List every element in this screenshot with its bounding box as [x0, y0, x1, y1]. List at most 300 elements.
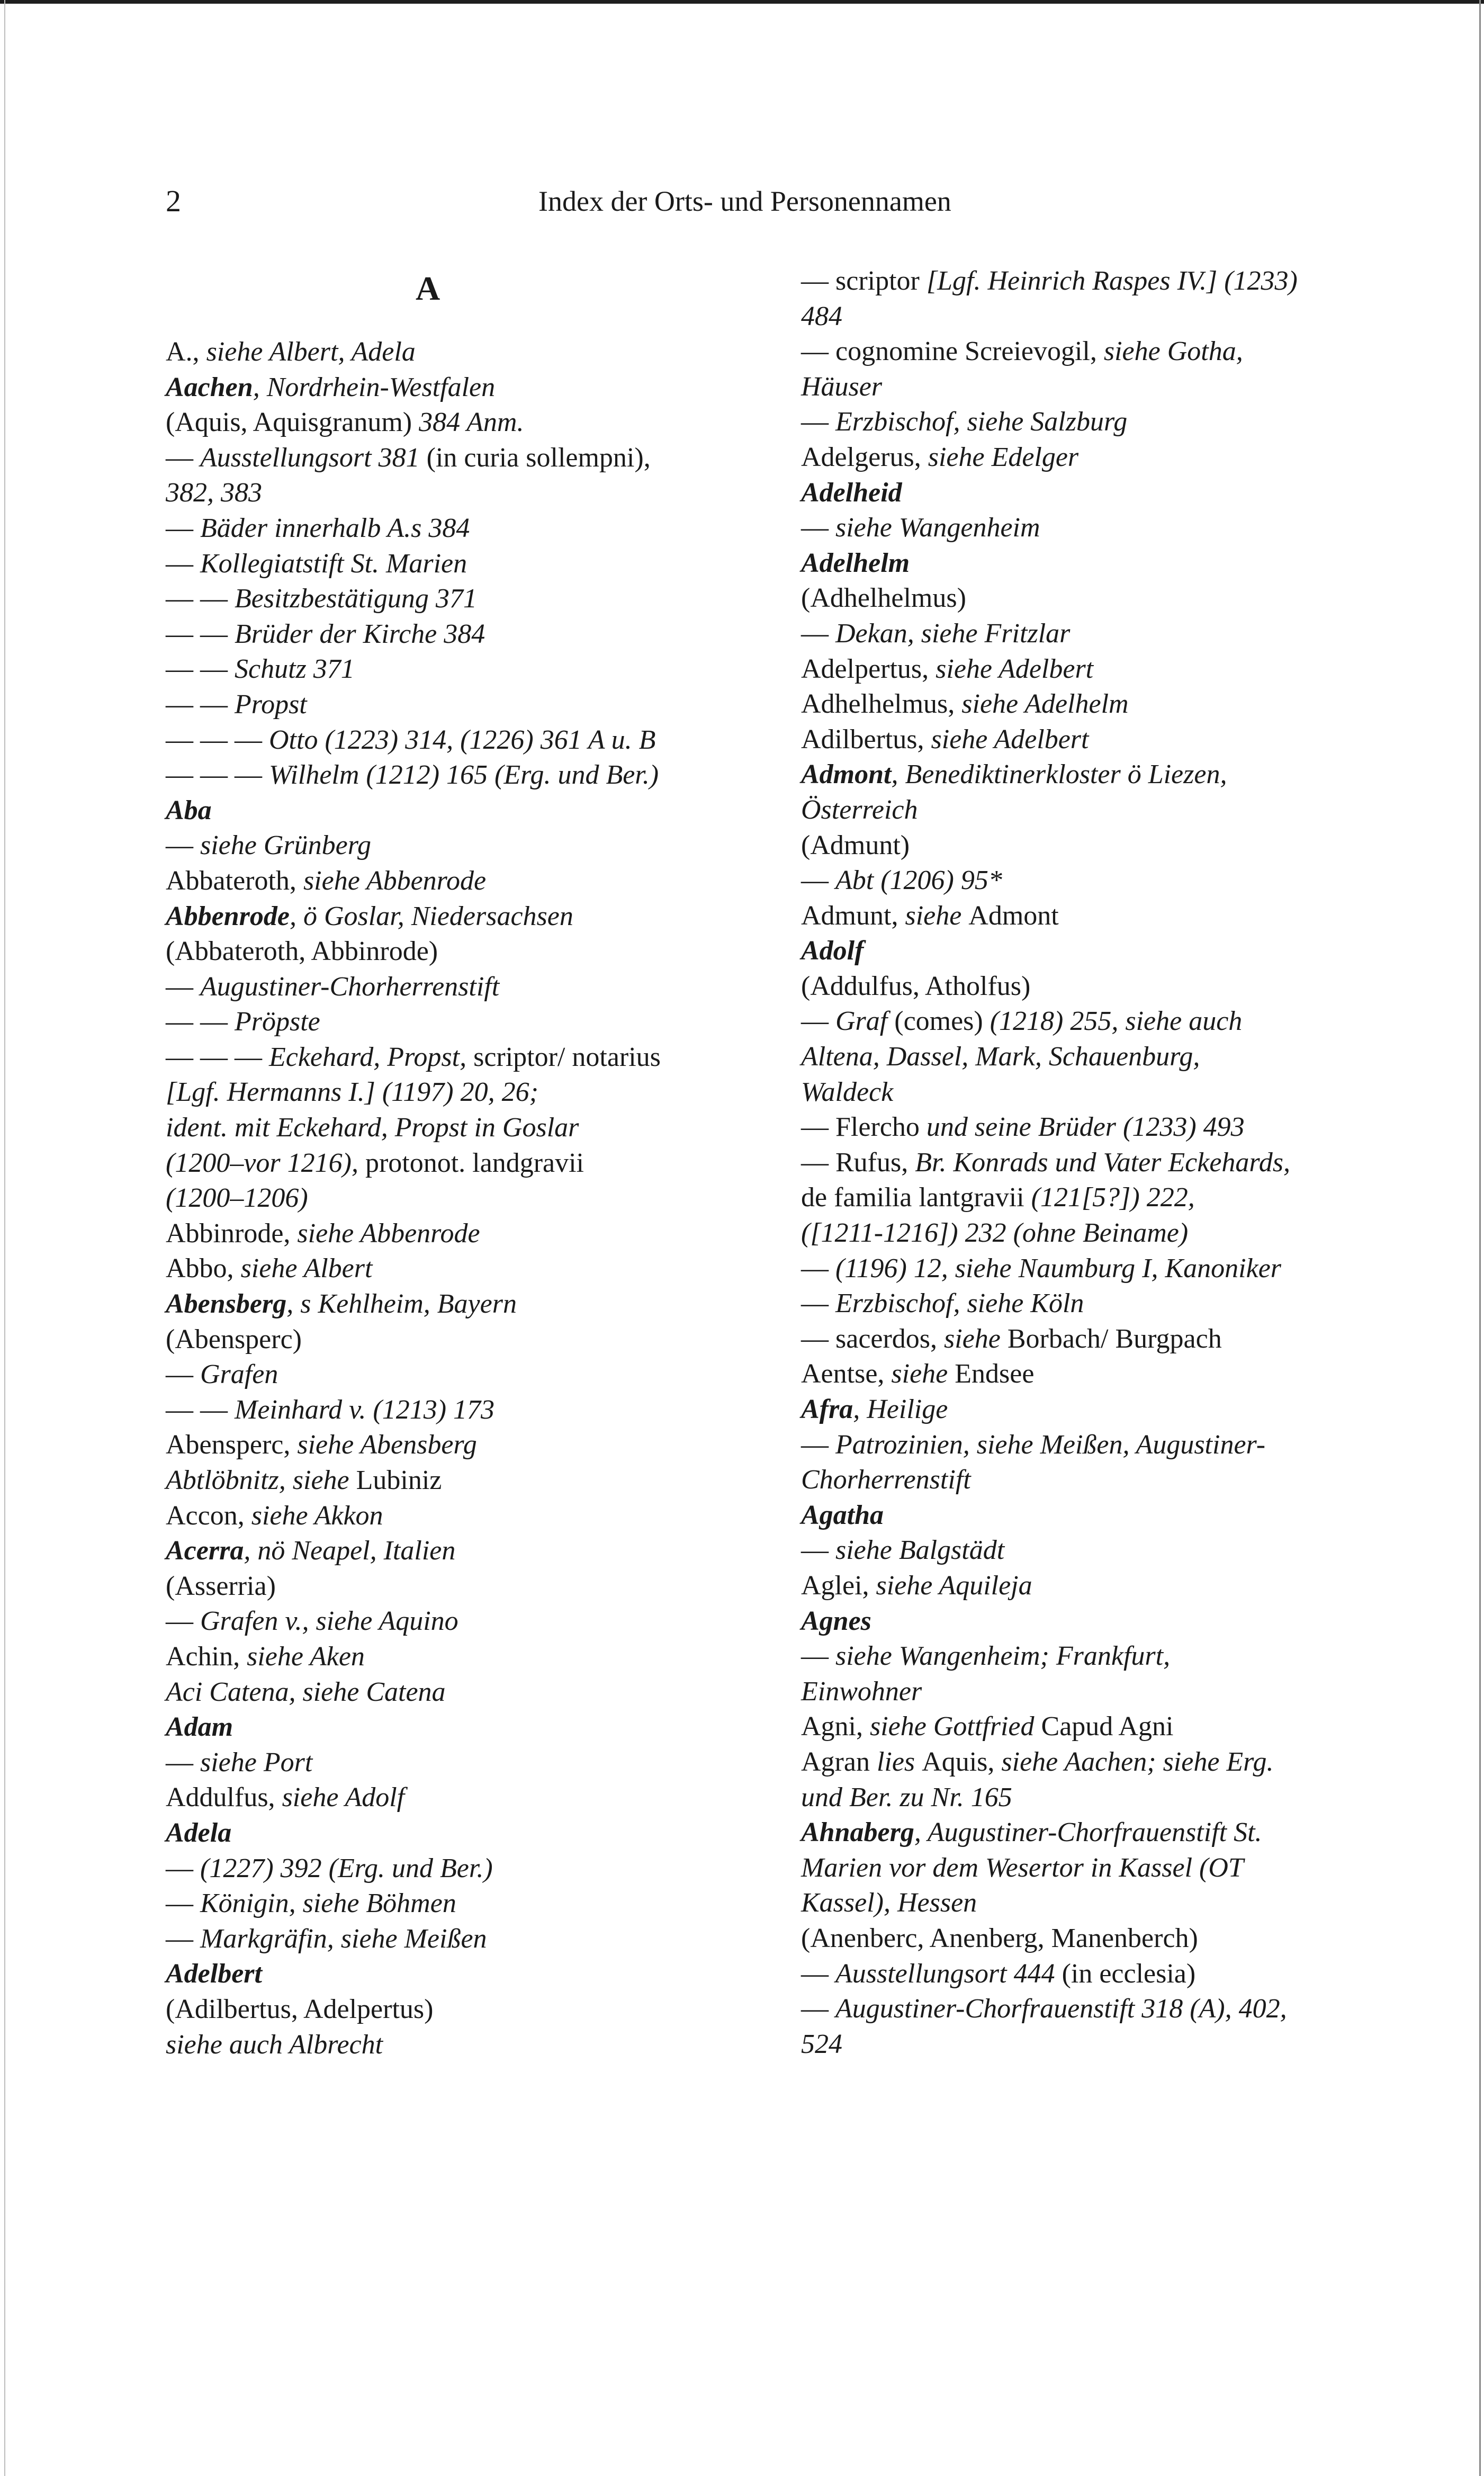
entry-text-italic: (1200–1206): [166, 1183, 308, 1214]
entry-text-italic: (1200–vor 1216),: [166, 1147, 365, 1178]
index-entry-line: [166, 1604, 748, 1639]
entry-text: —: [801, 1958, 835, 1989]
index-entry: [166, 793, 748, 829]
entry-text-italic: siehe Grünberg: [200, 830, 372, 861]
index-entry-line: [801, 2027, 1394, 2062]
entry-text-italic: Abtlöbnitz, siehe: [166, 1465, 356, 1495]
index-entry: [801, 1392, 1394, 1428]
entry-text: —: [166, 1359, 200, 1390]
entry-text-italic: Bäder innerhalb A.s 384: [200, 513, 470, 543]
index-entry-line: [166, 546, 748, 582]
entry-text-italic: siehe Aquileja: [876, 1570, 1032, 1601]
entry-text: —: [801, 618, 835, 649]
index-entry-line: [166, 1040, 748, 1075]
index-entry: [166, 1957, 748, 2062]
index-entry-line: [801, 1428, 1394, 1463]
entry-text-italic: siehe Port: [200, 1747, 313, 1778]
entry-headword: Afra: [801, 1394, 853, 1424]
index-entry: [166, 1499, 748, 1534]
index-entry-line: [166, 1816, 748, 1851]
entry-text-italic: lies: [876, 1746, 922, 1777]
entry-text-italic: siehe Aachen; siehe Erg.: [1001, 1746, 1274, 1777]
index-entry: [801, 1957, 1394, 1992]
index-entry-line: [166, 1499, 748, 1534]
index-entry: [166, 1040, 748, 1216]
index-entry: [801, 652, 1394, 687]
entry-text: (Addulfus, Atholfus): [801, 971, 1031, 1001]
index-entry: [801, 1286, 1394, 1322]
index-entry: [166, 1604, 748, 1639]
index-entry-line: [166, 864, 748, 899]
index-entry: [801, 1322, 1394, 1357]
running-title: Index der Orts- und Personennamen: [538, 185, 951, 217]
entry-text: (Adhelhelmus): [801, 583, 966, 614]
entry-text-italic: siehe Aken: [247, 1641, 365, 1672]
page-right-edge: [1479, 0, 1481, 2476]
entry-headword: Adela: [166, 1817, 232, 1848]
entry-headword: Agatha: [801, 1500, 884, 1530]
index-entry-line: [166, 1675, 748, 1710]
entry-text: Rufus,: [835, 1147, 915, 1178]
index-entry-line: [166, 1216, 748, 1252]
entry-text-italic: Wilhelm (1212) 165 (Erg. und Ber.): [269, 760, 659, 791]
entry-text-italic: (1218) 255, siehe auch: [990, 1006, 1243, 1037]
index-entry-line: [166, 793, 748, 829]
entry-headword: Abensberg: [166, 1289, 287, 1320]
entry-text-italic: , ö Goslar, Niedersachsen: [290, 901, 573, 931]
entry-text: Flercho: [835, 1112, 927, 1143]
index-entry-line: [801, 334, 1394, 370]
index-entry-line: [801, 1991, 1394, 2027]
index-entry-line: [801, 1568, 1394, 1604]
entry-headword: Admont: [801, 759, 892, 790]
index-entry: [166, 723, 748, 758]
index-entry: [801, 1498, 1394, 1533]
entry-text-italic: Propst: [235, 689, 307, 720]
index-entry: [801, 476, 1394, 511]
index-entry: [801, 1357, 1394, 1392]
entry-text-italic: (121[5?]) 222,: [1031, 1182, 1195, 1213]
index-entry: [801, 1145, 1394, 1251]
entry-text: (Admunt): [801, 830, 910, 860]
index-entry-line: [166, 1639, 748, 1675]
entry-text-italic: ident. mit Eckehard, Propst in Goslar: [166, 1113, 579, 1143]
index-entry: [166, 970, 748, 1005]
index-entry: [166, 1287, 748, 1357]
entry-headword: Adam: [166, 1712, 233, 1743]
section-letter: A: [416, 270, 440, 307]
entry-text: — —: [166, 584, 235, 614]
index-entry-line: [801, 1180, 1394, 1216]
entry-text-italic: Patrozinien, siehe Meißen, Augustiner-: [835, 1429, 1266, 1460]
entry-text: Endsee: [955, 1359, 1035, 1389]
index-entry: [801, 510, 1394, 546]
index-entry-line: [801, 899, 1394, 934]
index-entry-line: [801, 476, 1394, 511]
entry-text-italic: siehe auch Albrecht: [166, 2029, 383, 2060]
entry-text-italic: Besitzbestätigung 371: [235, 584, 477, 614]
entry-text: (Anenberc, Anenberg, Manenberch): [801, 1923, 1198, 1953]
index-entry-line: [166, 934, 748, 970]
entry-text-italic: siehe Adelbert: [936, 653, 1094, 684]
entry-text-italic: siehe Adolf: [282, 1782, 405, 1813]
entry-text-italic: siehe Wangenheim; Frankfurt,: [835, 1641, 1171, 1672]
index-entry-line: [166, 1287, 748, 1322]
index-entry-line: [801, 1745, 1394, 1780]
index-entry-line: [801, 299, 1394, 335]
entry-text-italic: Häuser: [801, 371, 883, 402]
entry-text: — —: [166, 654, 235, 685]
index-entry-line: [801, 828, 1394, 864]
entry-text-italic: 382, 383: [166, 478, 262, 508]
entry-text: scriptor: [835, 266, 927, 296]
entry-text-italic: siehe Akkon: [251, 1500, 383, 1531]
entry-text: scriptor/ notarius: [473, 1042, 661, 1072]
index-entry-line: [801, 1392, 1394, 1428]
index-entry-line: [166, 1886, 748, 1922]
index-entry: [801, 1533, 1394, 1568]
index-entry-line: [166, 370, 748, 406]
entry-text: Accon,: [166, 1500, 251, 1531]
entry-text: Achin,: [166, 1641, 247, 1672]
entry-headword: Agnes: [801, 1605, 871, 1636]
index-entry-line: [166, 1322, 748, 1358]
entry-text: — — —: [166, 724, 269, 755]
entry-text-italic: Grafen: [200, 1359, 278, 1390]
index-entry-line: [801, 1216, 1394, 1251]
index-entry-line: [801, 1110, 1394, 1145]
index-entry: [801, 1568, 1394, 1604]
index-entry-line: [166, 581, 748, 617]
index-entry-line: [801, 510, 1394, 546]
entry-text-italic: (1196) 12, siehe Naumburg I, Kanoniker: [835, 1253, 1282, 1284]
index-entry-line: [801, 722, 1394, 758]
entry-text: — —: [166, 1007, 235, 1037]
entry-text: —: [166, 442, 200, 473]
entry-text: (in ecclesia): [1062, 1958, 1196, 1989]
entry-text: Aglei,: [801, 1570, 876, 1601]
entry-text-italic: (1227) 392 (Erg. und Ber.): [200, 1853, 493, 1883]
entry-text-italic: siehe: [944, 1323, 1008, 1354]
entry-text: —: [801, 336, 835, 367]
index-entry: [166, 441, 748, 511]
index-entry-line: [801, 1463, 1394, 1498]
index-entry: [166, 1922, 748, 1957]
index-entry-line: [166, 687, 748, 723]
index-entry: [801, 405, 1394, 440]
index-entry-line: [801, 1639, 1394, 1674]
index-entry: [166, 1357, 748, 1393]
index-entry: [166, 1710, 748, 1745]
entry-text-italic: siehe Adelhelm: [961, 689, 1129, 720]
entry-text-italic: Dekan, siehe Fritzlar: [835, 618, 1071, 649]
index-entry-line: [166, 1851, 748, 1887]
index-entry: [801, 722, 1394, 758]
index-entry: [166, 1463, 748, 1499]
index-entry: [801, 899, 1394, 934]
index-entry: [166, 370, 748, 441]
entry-text-italic: siehe Abensberg: [297, 1430, 477, 1460]
entry-text: Borbach/ Burgpach: [1007, 1323, 1222, 1354]
index-entry-line: [801, 793, 1394, 828]
entry-headword: Adelbert: [166, 1959, 262, 1989]
index-entry-line: [801, 1004, 1394, 1039]
index-entry: [166, 1639, 748, 1675]
entry-text-italic: Markgräfin, siehe Meißen: [200, 1923, 487, 1954]
index-entry-line: [801, 1957, 1394, 1992]
entry-text: —: [801, 1429, 835, 1460]
entry-text: (Abbateroth, Abbinrode): [166, 936, 438, 967]
index-entry-line: [166, 1922, 748, 1957]
index-entry: [801, 334, 1394, 405]
entry-text: —: [801, 1641, 835, 1672]
entry-text-italic: Grafen v., siehe Aquino: [200, 1606, 458, 1637]
index-entry: [801, 264, 1394, 334]
index-entry-line: [166, 652, 748, 687]
index-entry-line: [801, 440, 1394, 476]
entry-text-italic: Pröpste: [235, 1007, 320, 1037]
index-entry: [801, 1428, 1394, 1498]
index-entry: [166, 687, 748, 723]
entry-text-italic: , Augustiner-Chorfrauenstift St.: [914, 1817, 1262, 1848]
entry-text: Adhelhelmus,: [801, 689, 962, 720]
entry-headword: Adolf: [801, 936, 864, 966]
entry-text-italic: Altena, Dassel, Mark, Schauenburg,: [801, 1042, 1200, 1072]
entry-text: —: [801, 407, 835, 437]
entry-text: (Adilbertus, Adelpertus): [166, 1994, 434, 2024]
index-entry: [801, 1604, 1394, 1639]
entry-text: Agran: [801, 1746, 877, 1777]
entry-text: —: [166, 971, 200, 1002]
entry-text: —: [801, 1112, 835, 1143]
index-entry: [166, 546, 748, 582]
entry-text-italic: Ausstellungsort 381: [200, 442, 427, 473]
index-entry: [166, 511, 748, 546]
index-column-right: [801, 264, 1394, 2062]
index-entry-line: [801, 652, 1394, 687]
index-entry-line: [166, 970, 748, 1005]
index-entry: [166, 1533, 748, 1604]
index-entry-line: [801, 1357, 1394, 1392]
index-entry: [801, 1815, 1394, 1956]
entry-text-italic: Einwohner: [801, 1676, 922, 1707]
entry-text: —: [801, 1994, 835, 2024]
entry-text-italic: [Lgf. Heinrich Raspes IV.] (1233): [926, 266, 1298, 296]
page-left-edge: [4, 0, 5, 2476]
entry-text: Abbateroth,: [166, 865, 303, 896]
entry-text-italic: siehe Edelger: [928, 442, 1079, 472]
entry-text: Admont: [968, 900, 1059, 931]
entry-text: Abbinrode,: [166, 1218, 298, 1249]
entry-text-italic: 524: [801, 2029, 842, 2059]
entry-text-italic: Graf: [835, 1006, 895, 1037]
index-entry-line: [801, 370, 1394, 405]
entry-text-italic: siehe Gottfried: [870, 1711, 1041, 1742]
entry-text: — —: [166, 618, 235, 649]
entry-text-italic: Erzbischof, siehe Salzburg: [835, 407, 1128, 437]
index-entry-line: [166, 405, 748, 441]
entry-text: Aentse,: [801, 1359, 892, 1389]
entry-text-italic: Aci Catena, siehe Catena: [166, 1676, 446, 1707]
index-entry-line: [801, 1674, 1394, 1710]
entry-headword: Acerra: [166, 1536, 244, 1566]
entry-text-italic: Österreich: [801, 794, 918, 825]
entry-headword: Ahnaberg: [801, 1817, 914, 1848]
index-entry-line: [801, 546, 1394, 581]
entry-text: —: [166, 513, 200, 543]
index-entry-line: [166, 1569, 748, 1604]
index-entry: [166, 1745, 748, 1781]
index-entry-line: [166, 758, 748, 793]
entry-text: Admunt,: [801, 900, 905, 931]
entry-text: —: [166, 1923, 200, 1954]
index-entry: [801, 757, 1394, 863]
entry-text: —: [801, 266, 835, 296]
index-entry-line: [166, 899, 748, 935]
entry-text: Capud Agni: [1041, 1711, 1174, 1742]
entry-text-italic: Augustiner-Chorfrauenstift 318 (A), 402,: [835, 1994, 1287, 2024]
index-entry-line: [801, 863, 1394, 899]
entry-headword: Abbenrode: [166, 901, 290, 931]
entry-text: Adelgerus,: [801, 442, 928, 472]
entry-text: —: [801, 513, 835, 543]
entry-text: Lubiniz: [356, 1465, 442, 1495]
index-entry: [166, 581, 748, 617]
entry-text-italic: siehe Balgstädt: [835, 1535, 1005, 1566]
entry-text: de familia lantgravii: [801, 1182, 1031, 1213]
index-entry-line: [166, 723, 748, 758]
page-number: 2: [166, 184, 181, 218]
entry-text: —: [801, 1288, 835, 1319]
entry-text-italic: Königin, siehe Böhmen: [200, 1888, 456, 1919]
index-entry-line: [166, 1357, 748, 1393]
index-entry-line: [801, 969, 1394, 1004]
entry-text: —: [801, 1147, 835, 1178]
entry-text-italic: [Lgf. Hermanns I.] (1197) 20, 26;: [166, 1077, 538, 1108]
entry-text: — —: [166, 689, 235, 720]
index-entry: [801, 863, 1394, 899]
index-entry: [166, 1251, 748, 1287]
index-entry: [801, 1251, 1394, 1287]
index-entry-line: [166, 1780, 748, 1816]
entry-text-italic: Kassel), Hessen: [801, 1888, 977, 1918]
index-entry-line: [801, 1604, 1394, 1639]
index-entry-line: [166, 1181, 748, 1216]
index-entry: [166, 1675, 748, 1710]
entry-text: —: [166, 830, 200, 861]
index-entry-line: [801, 1039, 1394, 1075]
index-entry: [166, 652, 748, 687]
index-entry-line: [801, 1709, 1394, 1745]
index-entry-line: [801, 1145, 1394, 1181]
entry-text-italic: Erzbischof, siehe Köln: [835, 1288, 1084, 1319]
index-entry-line: [801, 264, 1394, 299]
entry-text-italic: , Benediktinerkloster ö Liezen,: [891, 759, 1227, 790]
index-entry-line: [166, 617, 748, 652]
index-entry: [801, 440, 1394, 476]
index-entry: [166, 1004, 748, 1040]
entry-text: —: [801, 1006, 835, 1037]
index-entry: [166, 617, 748, 652]
entry-text: —: [801, 865, 835, 896]
index-entry-line: [166, 1428, 748, 1463]
index-entry: [166, 1851, 748, 1887]
index-entry: [801, 934, 1394, 1004]
entry-text: —: [166, 1747, 200, 1778]
entry-text: cognomine Screievogil,: [835, 336, 1104, 367]
entry-text-italic: , Heilige: [853, 1394, 948, 1424]
entry-text: Adelpertus,: [801, 653, 936, 684]
entry-text-italic: siehe Abbenrode: [297, 1218, 480, 1249]
index-entry: [801, 1110, 1394, 1145]
entry-text-italic: siehe Albert: [240, 1253, 373, 1284]
entry-text: — —: [166, 1394, 235, 1425]
entry-text-italic: Waldeck: [801, 1076, 894, 1107]
index-entry: [166, 1816, 748, 1851]
index-entry: [801, 1991, 1394, 2062]
index-entry: [166, 1780, 748, 1816]
index-entry: [801, 546, 1394, 616]
entry-text: —: [801, 1253, 835, 1284]
index-entry: [166, 1216, 748, 1252]
entry-text: — — —: [166, 1042, 269, 1072]
entry-text-italic: Kollegiatstift St. Marien: [200, 548, 467, 579]
entry-text: Agni,: [801, 1711, 870, 1742]
entry-text-italic: siehe Adelbert: [931, 724, 1089, 755]
index-entry-line: [166, 1992, 748, 2028]
entry-text: Abensperc,: [166, 1430, 298, 1460]
entry-text: sacerdos,: [835, 1323, 945, 1354]
entry-text-italic: , s Kehlheim, Bayern: [286, 1289, 517, 1320]
index-entry-line: [166, 1004, 748, 1040]
index-entry: [166, 828, 748, 864]
index-entry-line: [801, 1251, 1394, 1287]
index-entry-line: [166, 1463, 748, 1499]
index-entry-line: [166, 1957, 748, 1992]
entry-text-italic: , nö Neapel, Italien: [244, 1536, 456, 1566]
entry-text: (Abensperc): [166, 1324, 302, 1354]
index-entry-line: [801, 1498, 1394, 1533]
entry-text: (Aquis, Aquisgranum): [166, 407, 419, 438]
index-entry: [166, 1393, 748, 1428]
entry-text-italic: Brüder der Kirche 384: [235, 618, 485, 649]
index-entry-line: [801, 1780, 1394, 1816]
entry-text: —: [166, 1606, 200, 1637]
index-entry-line: [801, 405, 1394, 440]
index-entry-line: [801, 1075, 1394, 1110]
index-entry: [166, 1428, 748, 1463]
index-entry-line: [166, 511, 748, 546]
entry-text: A.,: [166, 337, 206, 367]
entry-text-italic: Schutz 371: [235, 654, 355, 685]
index-entry-line: [166, 2028, 748, 2063]
entry-text-italic: Marien vor dem Wesertor in Kassel (OT: [801, 1852, 1244, 1883]
entry-headword: Adelheid: [801, 477, 902, 508]
index-entry-line: [166, 1393, 748, 1428]
entry-text: (Asserria): [166, 1571, 276, 1601]
entry-text-italic: Chorherrenstift: [801, 1465, 971, 1495]
entry-text: —: [166, 1888, 200, 1919]
index-entry-line: [166, 1146, 748, 1181]
entry-text-italic: und seine Brüder (1233) 493: [926, 1112, 1245, 1143]
index-entry-line: [801, 616, 1394, 652]
index-entry-line: [166, 1710, 748, 1745]
entry-text-italic: ([1211-1216]) 232 (ohne Beiname): [801, 1218, 1189, 1249]
entry-text: Abbo,: [166, 1253, 241, 1284]
entry-text-italic: Ausstellungsort 444: [835, 1958, 1062, 1989]
entry-headword: Aba: [166, 795, 212, 826]
index-entry-line: [166, 1745, 748, 1781]
